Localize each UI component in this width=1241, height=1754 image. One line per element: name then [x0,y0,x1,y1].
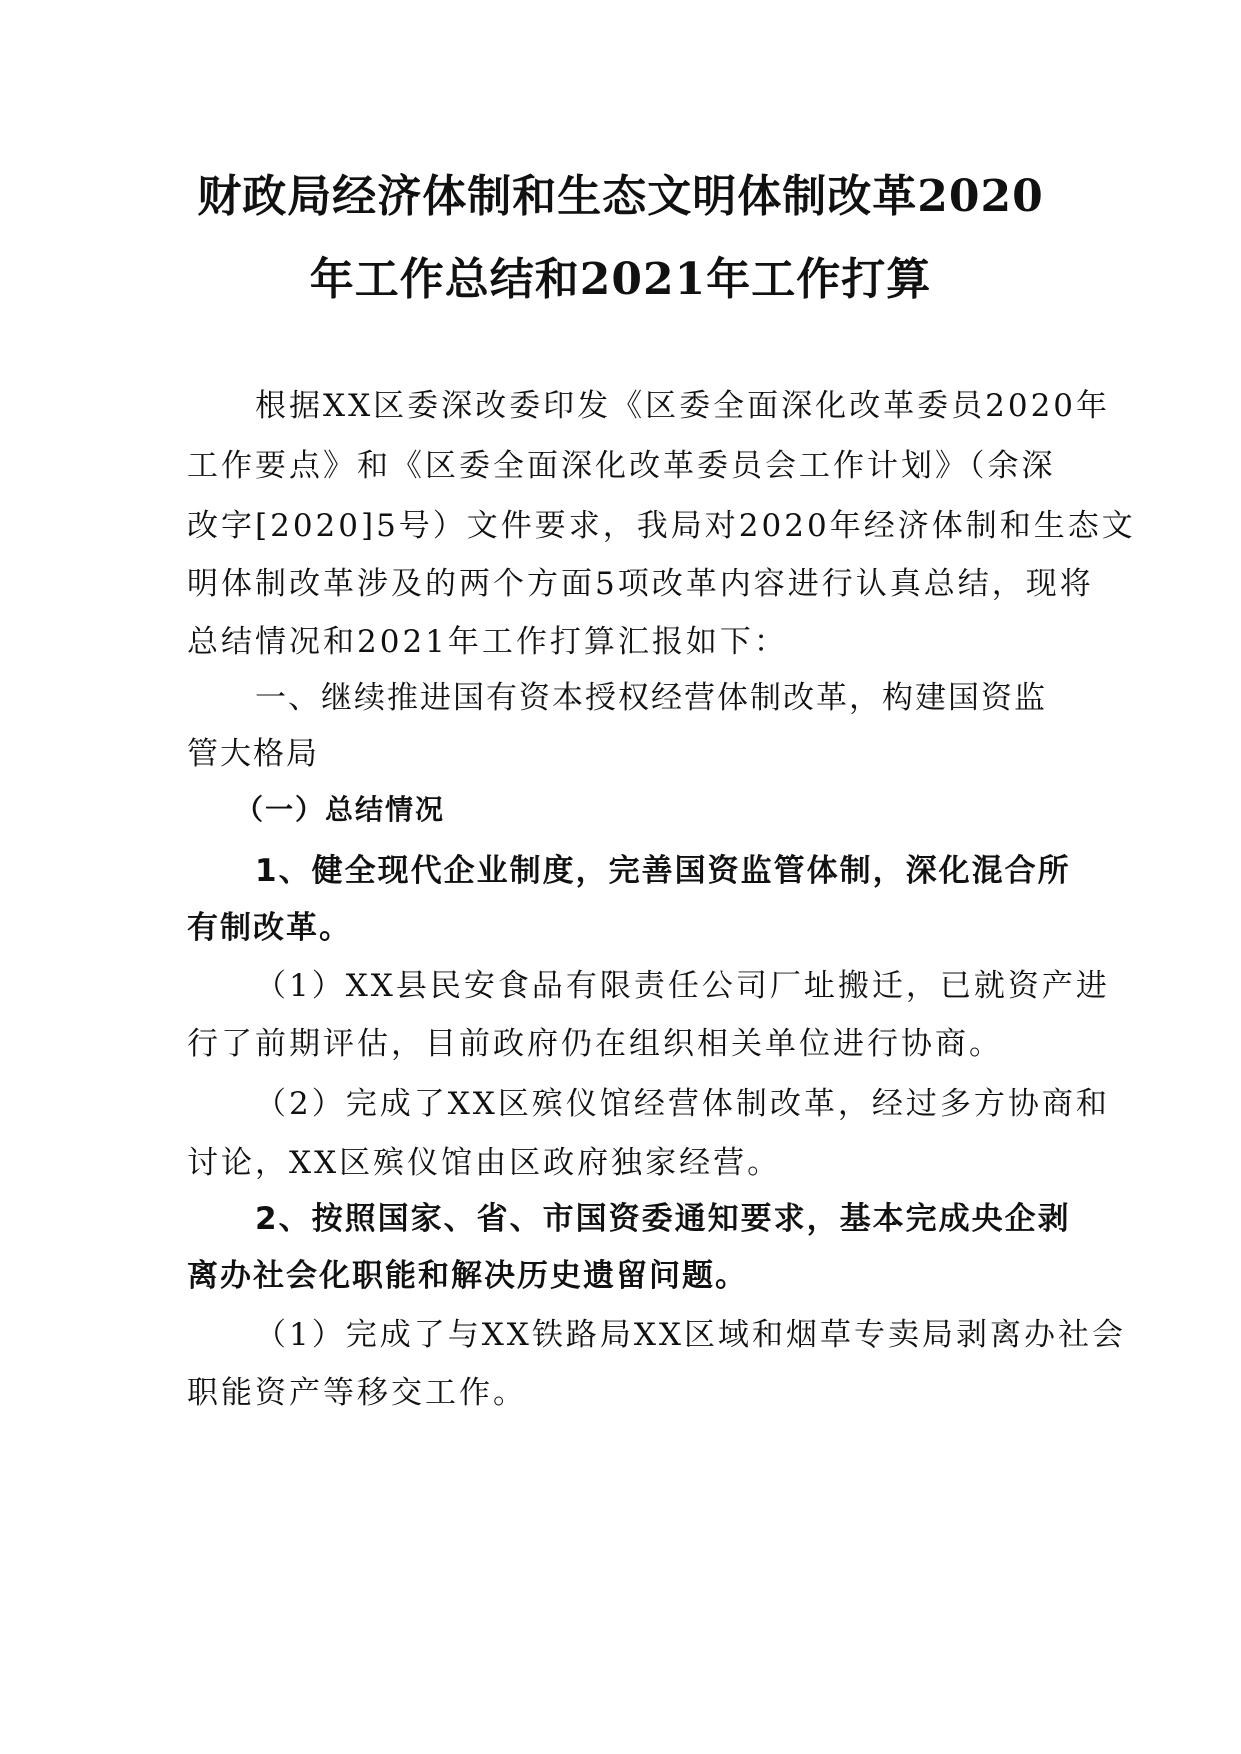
document-title-line-1: 财政局经济体制和生态文明体制改革2020 [197,171,1044,222]
item-2-heading-line-2: 离办社会化职能和解决历史遗留问题。 [187,1258,748,1294]
section-1-heading-line-1: 一、继续推进国有资本授权经营体制改革，构建国资监 [255,680,1047,716]
item-1-heading-line-1: 1、健全现代企业制度，完善国资监管体制，深化混合所 [255,853,1071,889]
intro-line-5: 总结情况和2021年工作打算汇报如下： [187,624,788,660]
item-1-point-2-line-2: 讨论，XX区殡仪馆由区政府独家经营。 [187,1145,782,1181]
intro-line-4: 明体制改革涉及的两个方面5项改革内容进行认真总结，现将 [187,566,1094,602]
item-1-point-1-line-1: （1）XX县民安食品有限责任公司厂址搬迁，已就资产进 [255,968,1110,1004]
item-1-heading-line-2: 有制改革。 [187,910,352,946]
intro-line-2: 工作要点》和《区委全面深化改革委员会工作计划》（余深 [187,448,1056,484]
intro-line-3: 改字[2020]5号）文件要求，我局对2020年经济体制和生态文 [187,508,1136,544]
section-1-heading-line-2: 管大格局 [187,736,319,772]
item-2-point-1-line-1: （1）完成了与XX铁路局XX区域和烟草专卖局剥离办社会 [255,1317,1126,1353]
subsection-1-heading: （一）总结情况 [235,793,446,826]
item-1-point-2-line-1: （2）完成了XX区殡仪馆经营体制改革，经过多方协商和 [255,1086,1110,1122]
item-2-heading-line-1: 2、按照国家、省、市国资委通知要求，基本完成央企剥 [255,1201,1071,1237]
intro-line-1: 根据XX区委深改委印发《区委全面深化改革委员2020年 [255,388,1111,424]
item-2-point-1-line-2: 职能资产等移交工作。 [187,1375,527,1411]
item-1-point-1-line-2: 行了前期评估，目前政府仍在组织相关单位进行协商。 [187,1026,1003,1062]
document-title-line-2: 年工作总结和2021年工作打算 [309,254,932,305]
